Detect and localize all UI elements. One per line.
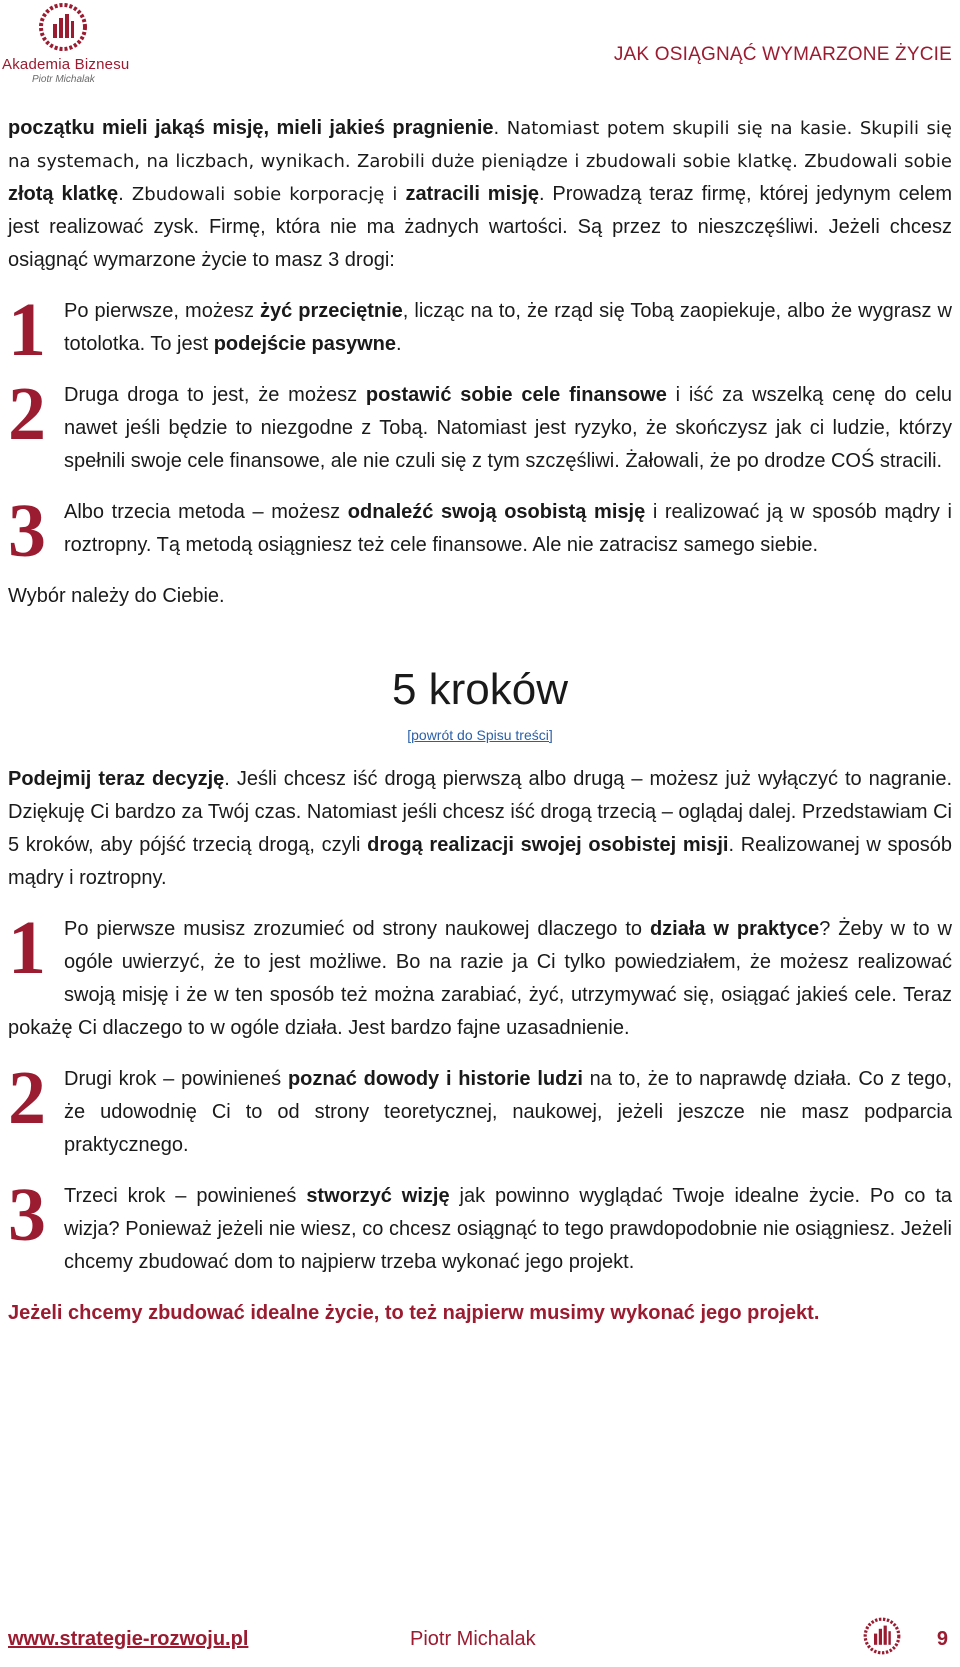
page-footer	[0, 1600, 960, 1667]
way-1: 1 Po pierwsze, możesz żyć przeciętnie, licząc na to, że rząd się Tobą zaopiekuje, albo że wygrasz w totolotka. To jest podejście pasywne.	[8, 288, 952, 372]
dropcap-number: 3	[8, 489, 46, 573]
intro-paragraph: początku mieli jakąś misję, mieli jakieś pragnienie. Natomiast potem skupili się na kasie. Skupili się na systemach, na liczbach, wynikach. Zarobili duże pieniądze i zbudowali sobie klatkę. Zbudowali sobie złotą klatkę. Zbudowali sobie korporację i zatracili misję. Prowadzą teraz firmę, której jedynym celem jest realizować zysk. Firmę, która nie ma żadnych wartości. Są przez to nieszczęśliwi. Jeżeli chcesz osiągnąć wymarzone życie to masz 3 drogi:	[8, 117, 952, 271]
intro-bold: początku mieli jakąś misję, mieli jakieś pragnienie	[8, 117, 494, 139]
page-header	[0, 0, 960, 90]
laurel-emblem-icon	[862, 1616, 902, 1656]
dropcap-number: 2	[8, 1056, 46, 1140]
dropcap-number: 2	[8, 372, 46, 456]
laurel-emblem-icon	[38, 2, 88, 52]
footer-author: Piotr Michalak	[410, 1628, 536, 1650]
dropcap-number: 1	[8, 906, 46, 990]
toc-link-container	[8, 725, 952, 745]
step-3: 3 Trzeci krok – powinieneś stworzyć wizję jak powinno wyglądać Twoje idealne życie. Po co ta wizja? Ponieważ jeżeli nie wiesz, co chcesz osiągnąć to tego prawdopodobnie nie osiągniesz. Jeżeli chcemy zbudować dom to najpierw trzeba wykonać jego projekt.	[8, 1173, 953, 1273]
dropcap-number: 3	[8, 1173, 46, 1257]
logo-subtitle: Piotr Michalak	[32, 74, 95, 85]
logo-name: Akademia Biznesu	[2, 56, 130, 73]
step-1: 1 Po pierwsze musisz zrozumieć od strony naukowej dlaczego to działa w praktyce? Żeby w to w ogóle uwierzyć, że to jest możliwe. Bo na razie ja Ci tylko powiedziałem, że możesz realizować swoją misję i że w ten sposób też można zarabiać, żyć, utrzymywać się, osiągać jakieś cele. Teraz pokażę Ci dlaczego to w ogóle działa. Jest bardzo fajne uzasadnienie.	[8, 906, 952, 1039]
step-2: 2 Drugi krok – powinieneś poznać dowody i historie ludzi na to, że to naprawdę działa. Co z tego, że udowodnię Ci to od strony teoretycznej, naukowej, jeżeli jeszcze nie masz podparcia praktycznego.	[8, 1056, 952, 1156]
way-2: 2 Druga droga to jest, że możesz postawić sobie cele finansowe i iść za wszelką cenę do celu nawet jeśli będzie to niezgodne z Tobą. Natomiast jest ryzyko, że skończysz jak ci ludzie, którzy spełnili swoje cele finansowe, ale nie czuli się z tym szczęśliwi. Żałowali, że po drodze COŚ stracili.	[8, 372, 952, 472]
page-number: 9	[936, 1628, 948, 1650]
choice-line: Wybór należy do Ciebie.	[8, 585, 225, 607]
running-header-title: JAK OSIĄGNĄĆ WYMARZONE ŻYCIE	[613, 44, 952, 65]
website-link[interactable]: www.strategie-rozwoju.pl	[8, 1628, 249, 1650]
dropcap-number: 1	[8, 288, 46, 372]
back-to-toc-link[interactable]: [powrót do Spisu treści]	[407, 727, 553, 743]
way-3: 3 Albo trzecia metoda – możesz odnaleźć swoją osobistą misję i realizować ją w sposób mądry i roztropny. Tą metodą osiągniesz też cele finansowe. Ale nie zatracisz samego siebie.	[8, 489, 952, 573]
section-title: 5 kroków	[391, 665, 569, 714]
page-body	[8, 112, 952, 1330]
akademia-biznesu-logo	[2, 2, 142, 90]
decision-paragraph: Podejmij teraz decyzję. Jeśli chcesz iść drogą pierwszą albo drugą – możesz już wyłączyć to nagranie. Dziękuję Ci bardzo za Twój czas. Natomiast jeśli chcesz iść drogą trzecią – oglądaj dalej. Przedstawiam Ci 5 kroków, aby pójść trzecią drogą, czyli drogą realizacji swojej osobistej misji. Realizowanej w sposób mądry i roztropny.	[8, 768, 953, 889]
closing-statement: Jeżeli chcemy zbudować idealne życie, to też najpierw musimy wykonać jego projekt.	[8, 1302, 820, 1324]
